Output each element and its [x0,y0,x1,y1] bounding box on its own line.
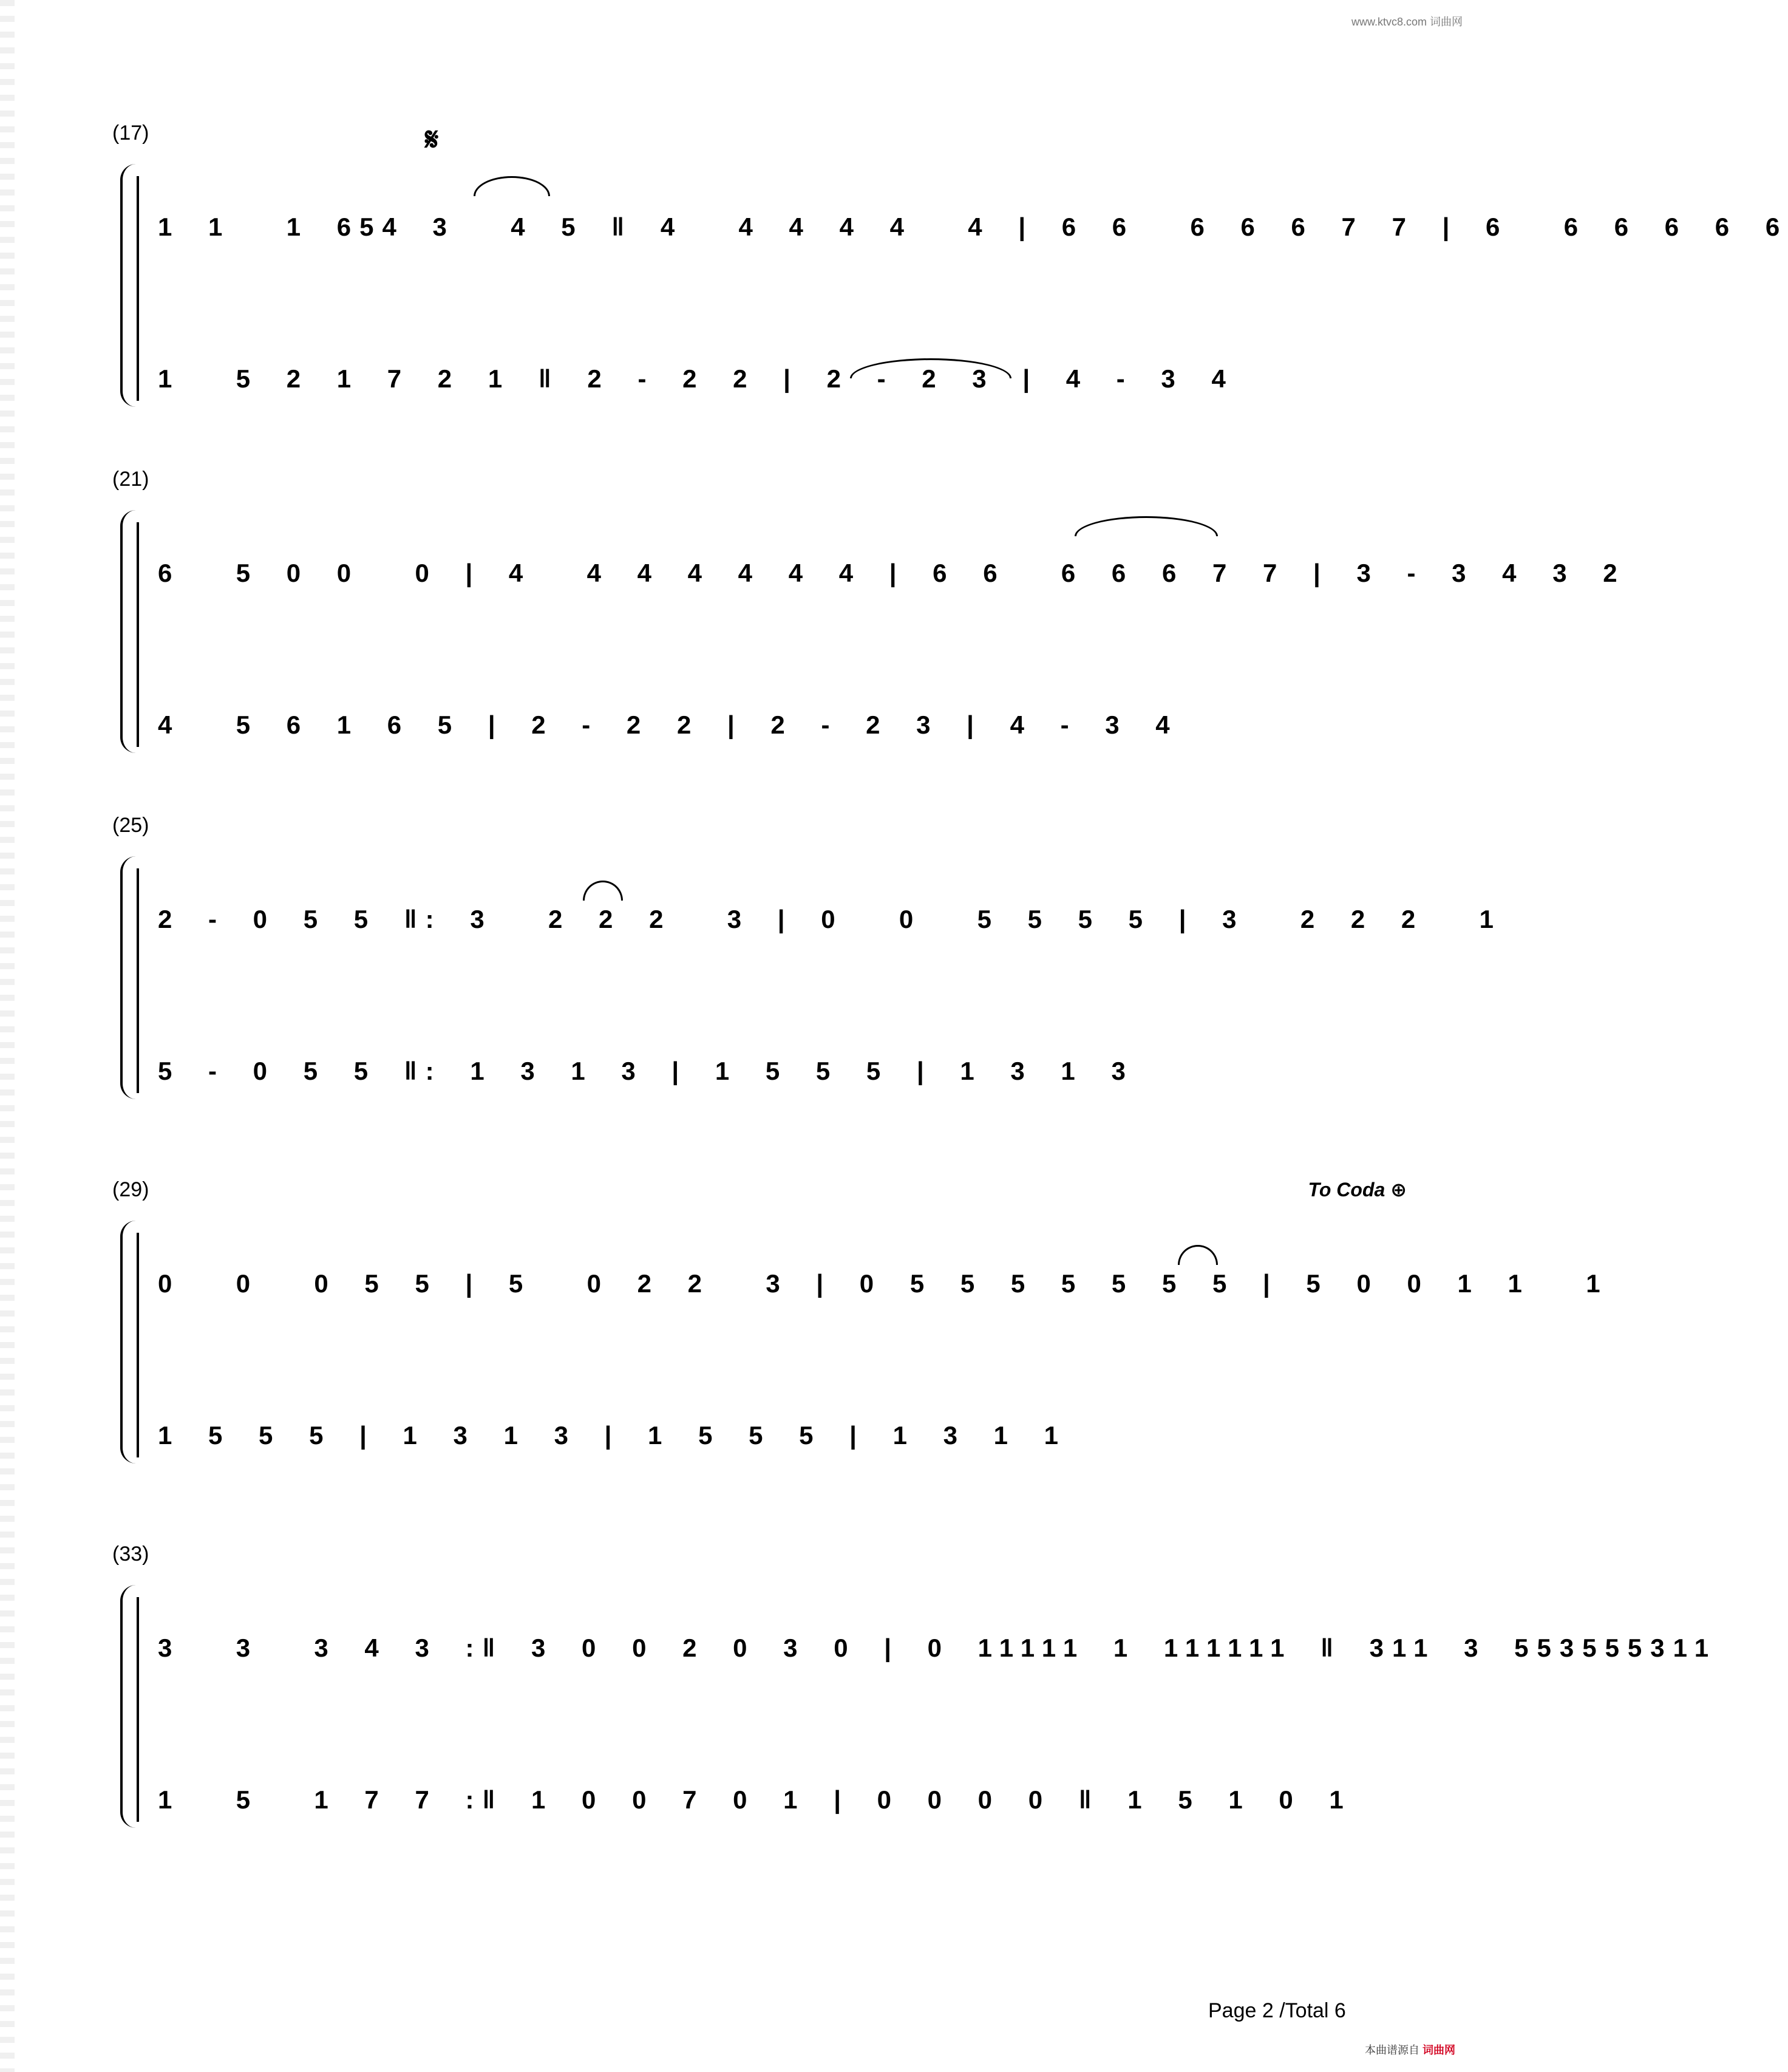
system-barline [137,1597,139,1822]
system-barline [137,176,139,401]
measure-number: (25) [112,814,149,837]
brand-link[interactable]: 词曲网 [1423,2044,1455,2056]
system-brace [120,856,136,1099]
segno-sign: 𝄋 [425,122,439,157]
system-barline [137,868,139,1093]
lower-staff [158,1421,1358,1464]
upper-staff [158,1634,1718,1676]
lower-notes: 1 5 5 5 | 1 3 1 3 | 1 5 5 5 | 1 3 1 1 [158,1421,1067,1450]
measure-number: (17) [112,121,149,145]
upper-staff [158,905,1502,947]
system-brace [120,510,136,753]
lower-staff [158,364,1358,407]
system-brace [120,1585,136,1828]
upper-notes: 2 - 0 5 5 ‖: 3 2 2 2 3 | 0 0 5 5 5 5 | 3 2 2 2 1 [158,905,1502,933]
system-17 [0,121,1788,425]
lower-notes: 1 5 2 1 7 2 1 ‖ 2 - 2 2 | 2 - 2 3 | 4 - 3 4 [158,364,1234,393]
slur [583,881,623,901]
measure-number: (21) [112,468,149,491]
system-21 [0,468,1626,771]
system-25 [0,814,1502,1117]
lower-notes: 4 5 6 1 6 5 | 2 - 2 2 | 2 - 2 3 | 4 - 3 4 [158,711,1178,739]
upper-notes: 1 1 1 654 3 4 5 ‖ 4 4 4 4 4 4 | 6 6 6 6 6 7 7 | 6 6 6 6 6 6 [158,213,1788,241]
upper-notes: 3 3 3 4 3 :‖ 3 0 0 2 0 3 0 | 0 11111 1 111111 ‖ 311 3 553555311 [158,1634,1718,1662]
system-29 [0,1178,1609,1482]
to-coda-mark: To Coda ⊕ [1308,1179,1407,1201]
upper-notes: 0 0 0 5 5 | 5 0 2 2 3 | 0 5 5 5 5 5 5 5 | 5 0 0 1 1 1 [158,1269,1609,1298]
system-brace [120,1221,136,1464]
page-number: Page 2 /Total 6 [1208,1999,1346,2022]
upper-staff [158,213,1788,255]
slur [474,176,550,196]
lower-notes: 5 - 0 5 5 ‖: 1 3 1 3 | 1 5 5 5 | 1 3 1 3 [158,1057,1134,1085]
slur [1178,1245,1218,1265]
measure-number: (29) [112,1178,149,1201]
site-url: www.ktvc8.com 词曲网 [1351,16,1463,28]
lower-staff [158,1057,1358,1099]
measure-number: (33) [112,1542,149,1566]
upper-notes: 6 5 0 0 0 | 4 4 4 4 4 4 4 | 6 6 6 6 6 7 7 | 3 - 3 4 3 2 [158,559,1626,587]
lower-notes: 1 5 1 7 7 :‖ 1 0 0 7 0 1 | 0 0 0 0 ‖ 1 5 1 0 1 [158,1785,1352,1814]
system-33 [0,1542,1718,1846]
system-brace [120,164,136,407]
system-barline [137,522,139,747]
upper-staff [158,1269,1609,1312]
upper-staff [158,559,1626,601]
copyright-note [1365,2042,1455,2057]
lower-staff [158,1785,1358,1828]
slur [850,358,1011,378]
slur [1075,516,1218,536]
system-barline [137,1233,139,1457]
copyright-text: 本曲谱源自 [1364,2044,1419,2056]
lower-staff [158,711,1358,753]
